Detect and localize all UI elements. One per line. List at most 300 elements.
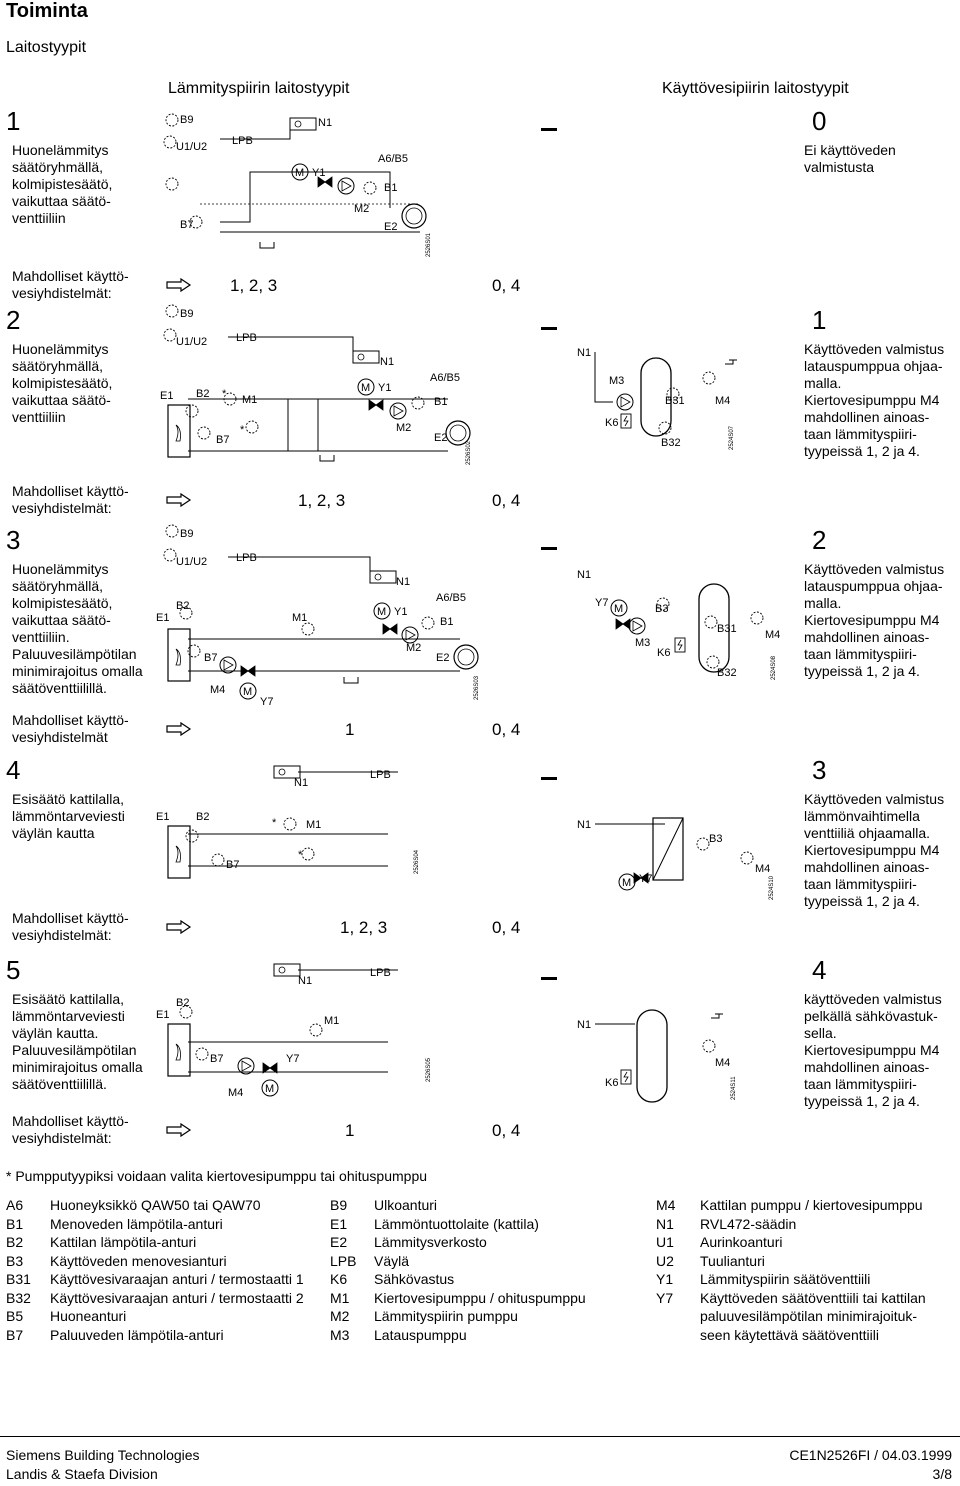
pump-arrow-icon	[242, 1061, 251, 1071]
diagram-label: B2	[176, 997, 190, 1009]
combo-heating-types: 1, 2, 3	[298, 491, 346, 510]
legend-entry	[330, 1289, 586, 1307]
diagram-label: K6	[657, 647, 671, 659]
legend-key: B31	[6, 1271, 31, 1287]
combo-dhw-types: 0, 4	[492, 720, 521, 739]
legend-value: Kattilan pumppu / kiertovesipumppu	[700, 1197, 923, 1213]
description-line: säätöventtiilillä.	[12, 680, 107, 696]
diagram-label: LPB	[236, 332, 257, 344]
description-line: säätöryhmällä,	[12, 159, 104, 175]
legend-key: E1	[330, 1215, 348, 1232]
dhw-diagram-3	[565, 790, 795, 905]
diagram-label: Y1	[394, 606, 408, 618]
dhw-description-line: valmistusta	[804, 159, 875, 175]
drawing-code: 2526S05	[426, 1057, 432, 1082]
arrow-icon	[166, 722, 192, 736]
diagram-label: B1	[434, 396, 448, 408]
separator-dash	[541, 128, 557, 131]
diagram-label: K6	[605, 1077, 619, 1089]
separator-dash	[541, 547, 557, 550]
sensor-icon	[284, 818, 296, 830]
diagram-label: LPB	[236, 552, 257, 564]
bus-connector-icon	[260, 242, 274, 248]
diagram-label: B2	[196, 388, 210, 400]
legend-value: Lämmitysverkosto	[374, 1234, 487, 1250]
diagram-label: M4	[715, 395, 731, 407]
description-line: vaikuttaa säätö-	[12, 193, 111, 209]
legend-entry	[6, 1307, 126, 1325]
diagram-label: M4	[210, 684, 226, 696]
diagram-label: B7	[204, 652, 218, 664]
description-line: Paluuvesilämpötilan	[12, 1042, 137, 1058]
sensor-icon	[166, 178, 178, 190]
row-description	[12, 341, 112, 426]
bus-connector-icon	[344, 677, 358, 683]
separator-dash	[541, 977, 557, 980]
legend-value: Ulkoanturi	[374, 1197, 438, 1213]
dhw-description-line: mahdollinen ainoas-	[804, 409, 930, 425]
valve-icon	[616, 619, 630, 629]
dhw-diagram-1	[565, 340, 795, 460]
diagram-label: M1	[292, 612, 308, 624]
diagram-label: B9	[180, 528, 194, 540]
combo-label-line: Mahdolliset käyttö-	[12, 910, 129, 926]
legend-key: A6	[6, 1197, 24, 1213]
dhw-description-line: venttiiliä ohjaamalla.	[804, 825, 931, 841]
diagram-label: M3	[635, 637, 651, 649]
motor-label: M	[243, 686, 253, 698]
legend-key: U2	[656, 1252, 674, 1269]
legend-entry	[330, 1233, 487, 1251]
sensor-icon	[196, 1048, 208, 1060]
row-description	[12, 561, 143, 697]
diagram-label: B32	[661, 437, 681, 449]
motor-label: M	[265, 1083, 275, 1095]
diagram-label: N1	[298, 975, 313, 987]
sensor-icon	[703, 372, 715, 384]
legend-value: Menoveden lämpötila-anturi	[50, 1215, 223, 1232]
legend-key: M3	[330, 1326, 350, 1343]
description-line: väylän kautta	[12, 825, 95, 841]
dhw-type-description	[804, 791, 944, 910]
motor-label: M	[614, 603, 624, 615]
dhw-type-description	[804, 341, 944, 460]
controller-knob-icon	[279, 967, 285, 973]
diagram-label: M2	[406, 642, 422, 654]
legend-value: Käyttöveden säätöventtiili tai kattilan	[700, 1289, 926, 1306]
combo-label-line: Mahdolliset käyttö-	[12, 268, 129, 284]
controller-icon	[290, 118, 316, 130]
footer-company: Siemens Building Technologies	[6, 1447, 200, 1463]
diagram-label: E2	[384, 221, 398, 233]
lightning-icon	[624, 416, 628, 426]
diagram-label: M4	[228, 1087, 244, 1099]
combo-dhw-types: 0, 4	[492, 1121, 521, 1140]
diagram-label: B7	[216, 434, 230, 446]
row-number: 2	[6, 305, 21, 335]
boiler-icon	[168, 1024, 190, 1076]
legend-value: Lämmityspiirin pumppu	[374, 1308, 518, 1324]
diagram-label: B31	[717, 623, 737, 635]
legend-key: B7	[6, 1326, 24, 1343]
legend-value: Käyttövesivaraajan anturi / termostaatti 2	[50, 1289, 304, 1306]
combo-label-line: Mahdolliset käyttö-	[12, 1113, 129, 1129]
legend-value: Kiertovesipumppu / ohituspumppu	[374, 1289, 586, 1306]
dhw-description-line: käyttöveden valmistus	[804, 991, 942, 1007]
diagram-label: B3	[709, 833, 723, 845]
pump-arrow-icon	[633, 621, 642, 631]
dhw-description-line: taan lämmityspiiri-	[804, 646, 917, 662]
diagram-label: Y7	[639, 873, 653, 885]
pipe-line	[220, 126, 290, 139]
legend-value: Kattilan lämpötila-anturi	[50, 1234, 197, 1250]
legend-value: seen käytettävä säätöventtiili	[700, 1326, 879, 1343]
combo-dhw-types: 0, 4	[492, 491, 521, 510]
sensor-icon	[697, 838, 709, 850]
footnote: * Pumpputyypiksi voidaan valita kiertovesipumppu tai ohituspumppu	[6, 1168, 428, 1184]
heating-diagram-1	[160, 112, 450, 262]
combo-heating-types: 1, 2, 3	[340, 918, 388, 937]
description-line: minimirajoitus omalla	[12, 663, 143, 679]
description-line: Paluuvesilämpötilan	[12, 646, 137, 662]
legend-value: Tuulianturi	[700, 1252, 765, 1269]
description-line: venttiiliin.	[12, 629, 70, 645]
sensor-icon	[212, 854, 224, 866]
legend-key: K6	[330, 1271, 348, 1287]
diagram-label: N1	[380, 356, 395, 368]
diagram-label: Y1	[312, 167, 326, 179]
dhw-description-line: tyypeissä 1, 2 ja 4.	[804, 893, 920, 909]
separator-dash	[541, 327, 557, 330]
diagram-label: A6/B5	[436, 592, 466, 604]
dhw-description-line: pelkällä sähkövastuk-	[804, 1008, 938, 1024]
legend-key: B9	[330, 1197, 348, 1213]
sensor-icon	[422, 617, 434, 629]
legend-key: B5	[6, 1308, 24, 1324]
sensor-icon	[198, 427, 210, 439]
drawing-code: 2524S07	[729, 425, 735, 450]
diagram-label: E1	[156, 612, 170, 624]
combo-label	[12, 910, 129, 944]
diagram-label: M1	[242, 394, 258, 406]
diagram-label: A6/B5	[378, 153, 408, 165]
heating-diagram-4	[148, 764, 428, 884]
combo-heating-types: 1, 2, 3	[230, 276, 278, 295]
heating-diagram-5	[148, 962, 448, 1102]
consumer-inner-icon	[450, 425, 466, 441]
diagram-label: Y7	[595, 597, 609, 609]
sensor-icon	[164, 549, 176, 561]
legend-key: B1	[6, 1215, 24, 1232]
description-line: säätöventtiilillä.	[12, 1076, 107, 1092]
legend-entry	[6, 1215, 223, 1233]
dhw-description-line: taan lämmityspiiri-	[804, 426, 917, 442]
legend-value: RVL472-säädin	[700, 1215, 797, 1232]
arrow-icon	[166, 920, 192, 934]
diagram-label: *	[240, 424, 245, 436]
diagram-label: B1	[440, 616, 454, 628]
legend-entry	[330, 1196, 437, 1214]
motor-label: M	[622, 877, 632, 889]
drawing-code: 2524S11	[731, 1076, 737, 1100]
diagram-label: U1/U2	[176, 141, 208, 153]
legend-entry	[6, 1326, 224, 1344]
boiler-icon	[168, 405, 190, 457]
legend-value: Huoneyksikkö QAW50 tai QAW70	[50, 1197, 261, 1213]
pump-arrow-icon	[394, 406, 403, 416]
dhw-description-line: Kiertovesipumppu M4	[804, 392, 940, 408]
drawing-code: 2526S02	[466, 440, 472, 465]
description-line: vaikuttaa säätö-	[12, 392, 111, 408]
legend-entry	[656, 1307, 917, 1325]
dhw-description-line: tyypeissä 1, 2 ja 4.	[804, 443, 920, 459]
legend-value: Lämmöntuottolaite (kattila)	[374, 1215, 539, 1232]
dhw-description-line: latauspumppua ohjaa-	[804, 358, 943, 374]
description-line: kolmipistesäätö,	[12, 176, 113, 192]
description-line: kolmipistesäätö,	[12, 595, 113, 611]
dhw-description-line: lämmönvaihtimella	[804, 808, 920, 824]
sensor-icon	[246, 421, 258, 433]
dhw-description-line: tyypeissä 1, 2 ja 4.	[804, 663, 920, 679]
row-number: 1	[6, 106, 21, 136]
boiler-icon	[168, 826, 190, 878]
dhw-description-line: latauspumppua ohjaa-	[804, 578, 943, 594]
legend-entry	[656, 1215, 796, 1233]
sensor-icon	[302, 848, 314, 860]
combo-label	[12, 712, 129, 746]
drawing-code: 2526S01	[426, 232, 432, 257]
drawing-code: 2524S08	[771, 655, 777, 680]
flame-icon	[176, 425, 181, 441]
dhw-type-description	[804, 991, 942, 1110]
row-description	[12, 991, 143, 1093]
description-line: säätöryhmällä,	[12, 358, 104, 374]
controller-icon	[274, 964, 300, 976]
combo-label-line: vesiyhdistelmät:	[12, 285, 112, 301]
combo-label-line: vesiyhdistelmät	[12, 729, 108, 745]
description-line: Huonelämmitys	[12, 341, 109, 357]
row-number: 4	[6, 755, 21, 785]
description-line: säätöryhmällä,	[12, 578, 104, 594]
legend-key: LPB	[330, 1252, 357, 1269]
consumer-inner-icon	[406, 208, 422, 224]
diagram-label: E1	[156, 811, 170, 823]
diagram-label: M1	[324, 1015, 340, 1027]
combo-label	[12, 1113, 129, 1147]
legend-entry	[330, 1252, 409, 1270]
row-number: 5	[6, 955, 21, 985]
diagram-label: K6	[605, 417, 619, 429]
dhw-type-number: 3	[812, 755, 827, 785]
legend-entry	[656, 1270, 870, 1288]
valve-icon	[369, 400, 383, 410]
dhw-type-description	[804, 561, 944, 680]
legend-key: M2	[330, 1308, 350, 1324]
legend-key: U1	[656, 1234, 674, 1250]
legend-value: Aurinkoanturi	[700, 1234, 783, 1250]
legend-entry	[656, 1289, 926, 1307]
legend-entry	[330, 1326, 467, 1344]
diagram-label: Y7	[260, 696, 274, 708]
combo-label	[12, 268, 129, 302]
diagram-label: B7	[226, 859, 240, 871]
dhw-description-line: mahdollinen ainoas-	[804, 859, 930, 875]
heating-column-title: Lämmityspiirin laitostyypit	[168, 80, 350, 97]
diagram-label: N1	[294, 777, 309, 789]
legend-value: Käyttöveden menovesianturi	[50, 1252, 227, 1269]
legend-key: B2	[6, 1234, 24, 1250]
consumer-inner-icon	[458, 649, 474, 665]
dhw-diagram-4	[565, 990, 795, 1105]
dhw-description-line: Käyttöveden valmistus	[804, 341, 945, 357]
diagram-label: *	[298, 849, 303, 861]
diagram-label: B9	[180, 114, 194, 126]
diagram-label: M4	[765, 629, 781, 641]
dhw-description-line: Käyttöveden valmistus	[804, 791, 945, 807]
dhw-type-description	[804, 142, 896, 176]
row-number: 3	[6, 525, 21, 555]
pump-arrow-icon	[224, 660, 233, 670]
dhw-description-line: Käyttöveden valmistus	[804, 561, 945, 577]
arrow-icon	[166, 278, 192, 292]
bus-connector-icon	[320, 455, 334, 461]
combo-label-line: Mahdolliset käyttö-	[12, 483, 129, 499]
diagram-label: N1	[318, 117, 333, 129]
legend-value: Sähkövastus	[374, 1271, 455, 1287]
legend-entry	[656, 1326, 879, 1344]
combo-label	[12, 483, 129, 517]
arrow-icon	[166, 493, 192, 507]
combo-heating-types: 1	[345, 1121, 355, 1140]
flame-icon	[176, 846, 181, 862]
legend-key: E2	[330, 1234, 348, 1250]
legend-key: Y7	[656, 1289, 674, 1306]
dhw-description-line: Ei käyttöveden	[804, 142, 896, 158]
heating-diagram-3	[148, 525, 488, 710]
diagram-label: E2	[436, 652, 450, 664]
tap-icon	[711, 1014, 723, 1018]
diagram-label: A6/B5	[430, 372, 460, 384]
diagram-label: LPB	[370, 769, 391, 781]
sensor-icon	[310, 1024, 322, 1036]
combo-dhw-types: 0, 4	[492, 276, 521, 295]
controller-icon	[353, 351, 379, 363]
dhw-type-number: 0	[812, 106, 827, 136]
description-line: kolmipistesäätö,	[12, 375, 113, 391]
dhw-description-line: Kiertovesipumppu M4	[804, 842, 940, 858]
diagram-label: M4	[755, 863, 771, 875]
description-line: väylän kautta.	[12, 1025, 99, 1041]
tap-icon	[725, 360, 737, 364]
diagram-label: M2	[396, 422, 412, 434]
legend-entry	[656, 1233, 783, 1251]
legend-entry	[330, 1215, 539, 1233]
legend-entry	[6, 1270, 304, 1288]
flame-icon	[176, 649, 181, 665]
motor-label: M	[377, 606, 387, 618]
sensor-icon	[166, 305, 178, 317]
diagram-label: B2	[196, 811, 210, 823]
dhw-type-number: 4	[812, 955, 827, 985]
footer-page-number: 3/8	[932, 1466, 952, 1482]
legend-entry	[330, 1270, 454, 1288]
controller-knob-icon	[279, 769, 285, 775]
controller-knob-icon	[358, 354, 364, 360]
combo-label-line: vesiyhdistelmät:	[12, 1130, 112, 1146]
diagram-label: M1	[306, 819, 322, 831]
row-description	[12, 791, 125, 842]
description-line: venttiiliin	[12, 210, 66, 226]
controller-knob-icon	[295, 121, 301, 127]
diagram-label: B31	[665, 395, 685, 407]
legend-value: Käyttövesivaraajan anturi / termostaatti 1	[50, 1271, 304, 1287]
combo-label-line: vesiyhdistelmät:	[12, 500, 112, 516]
legend-entry	[330, 1307, 518, 1325]
valve-icon	[383, 624, 397, 634]
legend-entry	[6, 1233, 196, 1251]
diagram-label: *	[272, 817, 277, 829]
legend-value: Paluuveden lämpötila-anturi	[50, 1326, 224, 1343]
lightning-icon	[624, 1072, 628, 1082]
diagram-label: *	[222, 388, 227, 400]
combo-label-line: vesiyhdistelmät:	[12, 927, 112, 943]
diagram-label: E1	[156, 1009, 170, 1021]
legend-value: Latauspumppu	[374, 1326, 467, 1343]
sensor-icon	[186, 405, 198, 417]
diagram-label: N1	[577, 347, 592, 359]
motor-label: M	[295, 167, 305, 179]
sensor-icon	[186, 830, 198, 842]
diagram-label: LPB	[232, 135, 253, 147]
sensor-icon	[741, 852, 753, 864]
footer-divider	[0, 1436, 960, 1437]
diagram-label: N1	[577, 819, 592, 831]
legend-value: paluuvesilämpötilan minimirajoituk-	[700, 1308, 918, 1324]
diagram-label: U1/U2	[176, 336, 208, 348]
dhw-description-line: tyypeissä 1, 2 ja 4.	[804, 1093, 920, 1109]
diagram-label: Y1	[378, 382, 392, 394]
footer-division: Landis & Staefa Division	[6, 1466, 158, 1482]
diagram-label: N1	[396, 576, 411, 588]
legend-value: Lämmityspiirin säätöventtiili	[700, 1271, 871, 1287]
boiler-icon	[168, 629, 190, 681]
description-line: lämmöntarveviesti	[12, 808, 125, 824]
dhw-description-line: Kiertovesipumppu M4	[804, 1042, 940, 1058]
diagram-label: B32	[717, 667, 737, 679]
diagram-label: LPB	[370, 967, 391, 979]
sensor-icon	[164, 136, 176, 148]
pump-arrow-icon	[342, 181, 351, 191]
legend-entry	[656, 1196, 923, 1214]
legend-entry	[656, 1252, 765, 1270]
legend-entry	[6, 1289, 304, 1307]
description-line: lämmöntarveviesti	[12, 1008, 125, 1024]
sensor-icon	[166, 114, 178, 126]
diagram-label: B7	[180, 219, 194, 231]
combo-dhw-types: 0, 4	[492, 918, 521, 937]
controller-knob-icon	[375, 574, 381, 580]
legend-key: B3	[6, 1252, 24, 1269]
motor-label: M	[361, 382, 371, 394]
row-description	[12, 142, 112, 227]
description-line: Huonelämmitys	[12, 561, 109, 577]
description-line: Esisäätö kattilalla,	[12, 791, 125, 807]
legend-key: M4	[656, 1197, 676, 1213]
diagram-label: M2	[354, 203, 370, 215]
diagram-label: B3	[655, 603, 669, 615]
diagram-label: B7	[210, 1053, 224, 1065]
lightning-icon	[678, 640, 682, 650]
